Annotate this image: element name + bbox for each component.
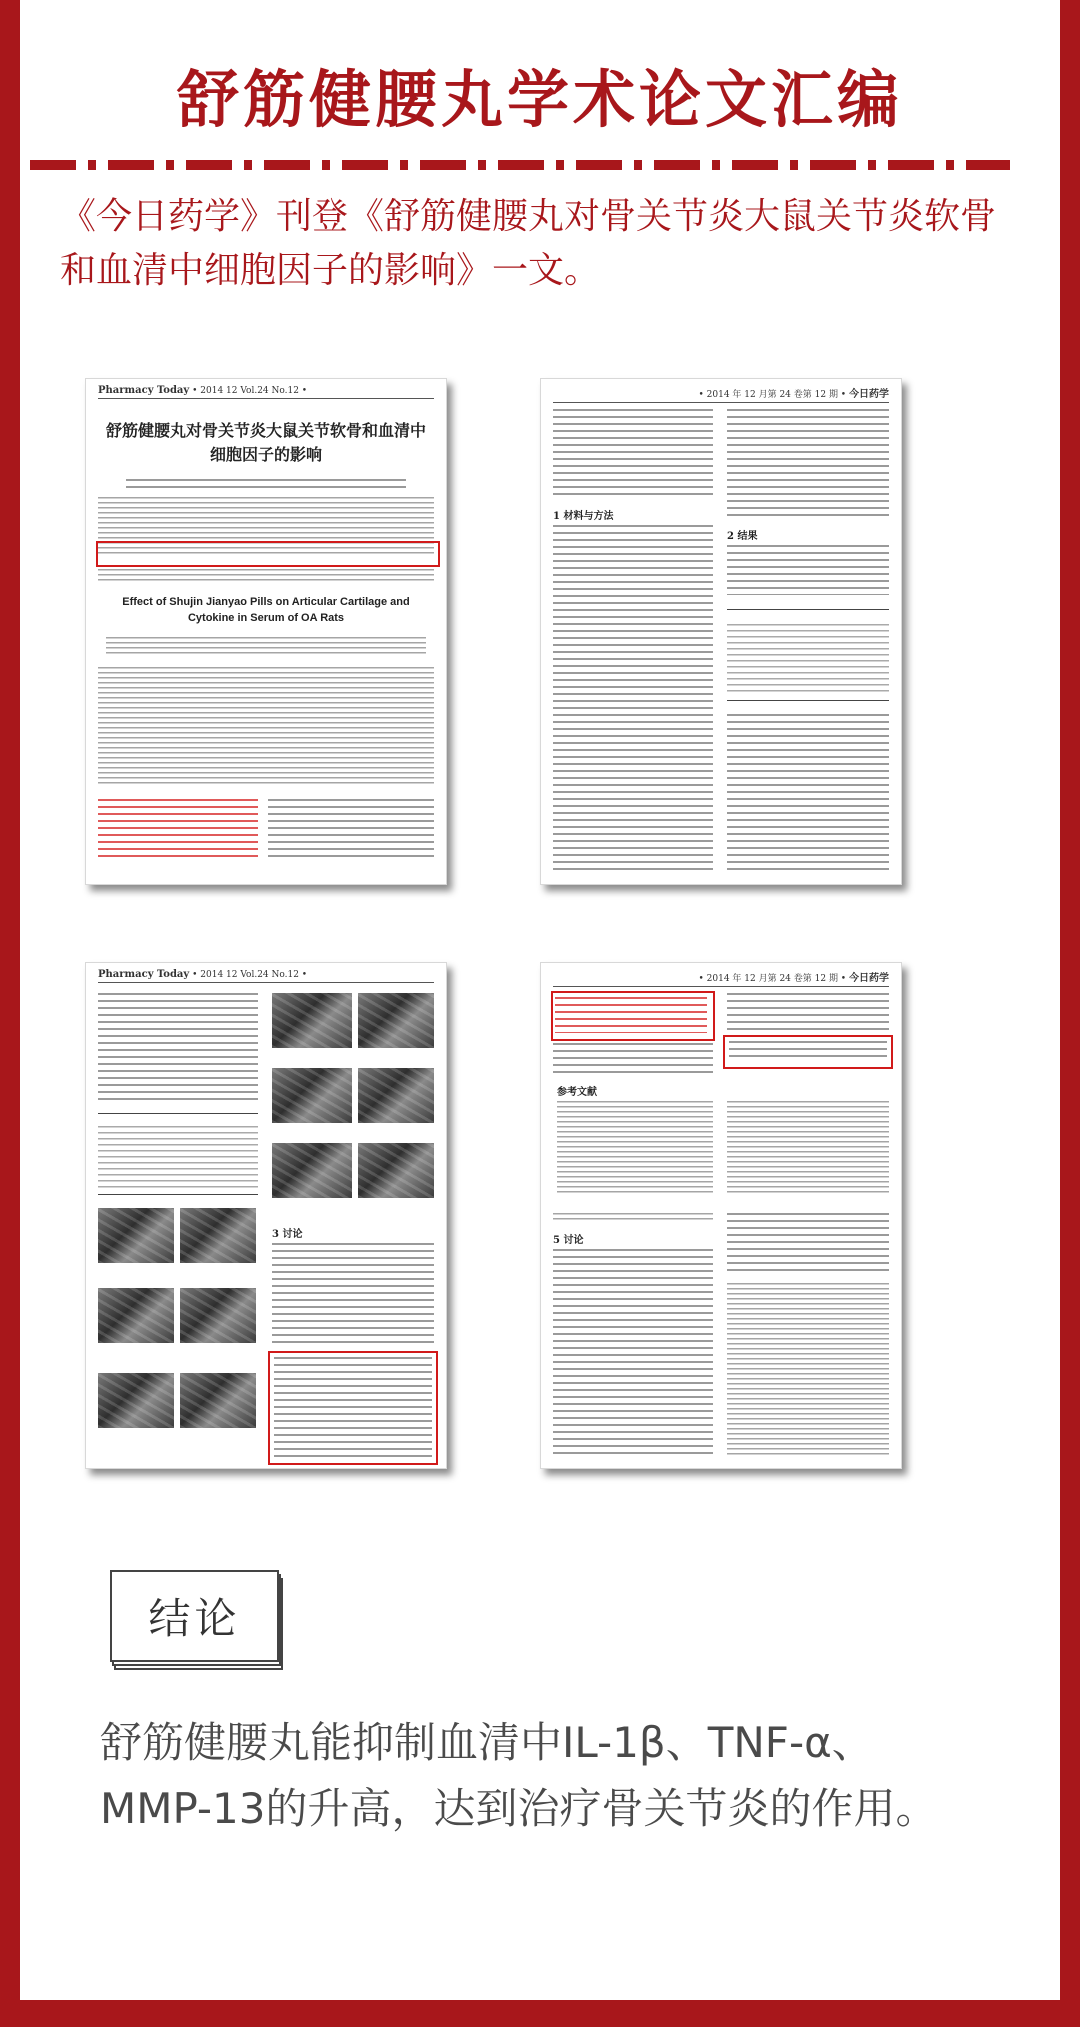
issue-info: • 2014 年 12 月第 24 卷第 12 期 • xyxy=(698,390,847,400)
issue-info: • 2014 年 12 月第 24 卷第 12 期 • xyxy=(698,974,847,984)
micrograph-image xyxy=(98,1373,174,1428)
results-text xyxy=(727,545,889,595)
paper-title-en: Effect of Shujin Jianyao Pills on Articular Cartilage and Cytokine in Serum of OA Rats xyxy=(122,596,410,624)
paper-title-zh: 舒筋健腰丸对骨关节炎大鼠关节软骨和血清中细胞因子的影响 xyxy=(106,421,427,464)
micrograph-image xyxy=(272,1068,352,1123)
issue-info: • 2014 12 Vol.24 No.12 • xyxy=(192,970,308,980)
page-title: 舒筋健腰丸学术论文汇编 xyxy=(176,63,903,136)
methods-text xyxy=(553,525,713,875)
micrograph-image xyxy=(272,1143,352,1198)
author-en-lines xyxy=(106,637,426,657)
issue-info: • 2014 12 Vol.24 No.12 • xyxy=(192,386,308,396)
author-lines xyxy=(126,479,406,489)
results-text-2 xyxy=(727,714,889,874)
continuation-note xyxy=(553,1213,713,1223)
data-table xyxy=(727,609,889,701)
paper-page-1[interactable] xyxy=(85,378,447,885)
body-text-left xyxy=(553,1043,713,1073)
section-heading: 5 讨论 xyxy=(553,1235,584,1246)
micrograph-image xyxy=(358,1143,434,1198)
journal-name: 今日药学 xyxy=(849,389,889,400)
body-text-left xyxy=(553,409,713,499)
dashed-divider xyxy=(30,160,1010,170)
references-left xyxy=(557,1101,713,1196)
body-text-right xyxy=(727,993,889,1033)
body-text-right-2 xyxy=(727,1213,889,1273)
section-heading: 1 材料与方法 xyxy=(553,511,614,522)
paper-page-3[interactable] xyxy=(85,962,447,1469)
references-right xyxy=(727,1101,889,1196)
section-heading: 3 讨论 xyxy=(272,1229,303,1240)
journal-name: 今日药学 xyxy=(849,973,889,984)
page-header xyxy=(553,385,889,403)
highlighted-text xyxy=(274,1357,432,1457)
highlight-box xyxy=(96,541,440,567)
intro-text: 《今日药学》刊登《舒筋健腰丸对骨关节炎大鼠关节炎软骨和血清中细胞因子的影响》一文。 xyxy=(60,196,997,291)
conclusion-text: 舒筋健腰丸能抑制血清中IL-1β、TNF-α、MMP-13的升高，达到治疗骨关节炎的作用。 xyxy=(100,1718,938,1833)
paper-page-2[interactable] xyxy=(540,378,902,885)
micrograph-image xyxy=(272,993,352,1048)
micrograph-image xyxy=(98,1288,174,1343)
journal-name: Pharmacy Today xyxy=(98,969,190,980)
conclusion-label: 结论 xyxy=(148,1594,241,1643)
journal-name: Pharmacy Today xyxy=(98,385,190,396)
abstract-en-text xyxy=(98,667,434,787)
discussion-text xyxy=(553,1249,713,1459)
page-header xyxy=(98,385,434,399)
references-heading: 参考文献 xyxy=(557,1087,597,1098)
body-text-left xyxy=(98,993,258,1103)
discussion-text xyxy=(272,1243,434,1343)
micrograph-image xyxy=(98,1208,174,1263)
conclusion-label-card xyxy=(110,1570,279,1662)
keywords-lines xyxy=(98,569,434,583)
micrograph-image xyxy=(180,1373,256,1428)
highlighted-intro-text xyxy=(98,799,258,859)
paper-page-4[interactable] xyxy=(540,962,902,1469)
page-header xyxy=(98,969,434,983)
highlighted-text xyxy=(555,997,707,1033)
page-header xyxy=(553,969,889,987)
intro-body-text xyxy=(268,799,434,859)
body-text-right xyxy=(727,409,889,519)
micrograph-image xyxy=(180,1208,256,1263)
data-table xyxy=(98,1113,258,1195)
micrograph-image xyxy=(358,993,434,1048)
references-right-2 xyxy=(727,1283,889,1458)
section-heading: 2 结果 xyxy=(727,531,758,542)
micrograph-image xyxy=(180,1288,256,1343)
micrograph-image xyxy=(358,1068,434,1123)
highlighted-text xyxy=(729,1041,887,1061)
conclusion-label-stack xyxy=(110,1570,280,1670)
